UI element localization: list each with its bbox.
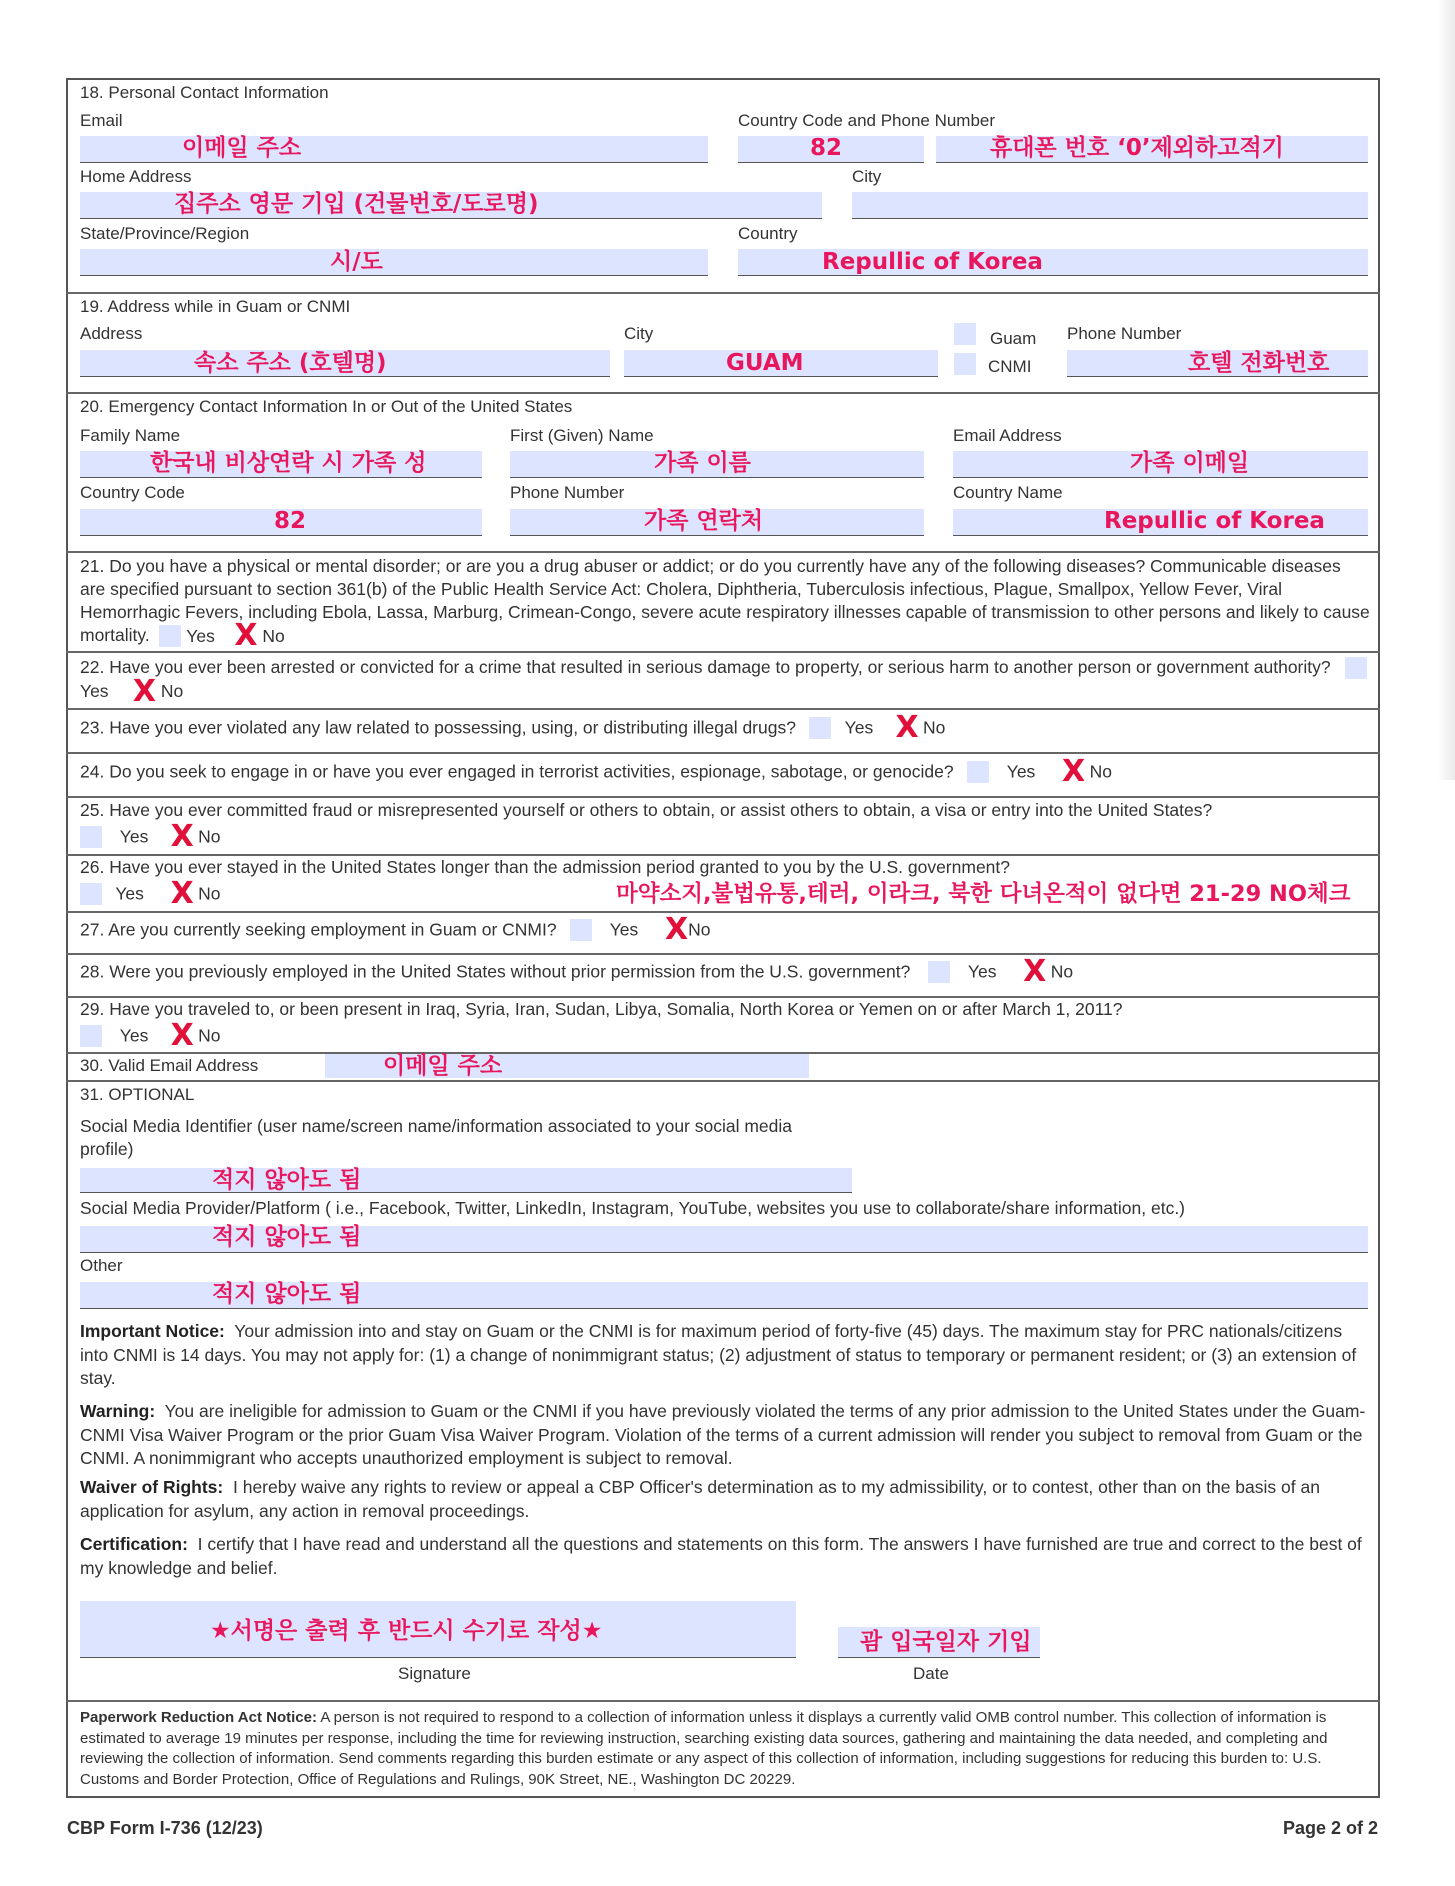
- guam-checkbox[interactable]: [954, 323, 976, 345]
- other-label: Other: [80, 1256, 123, 1275]
- signature-label: Signature: [398, 1664, 471, 1683]
- q21-no-x-mark[interactable]: X: [234, 618, 258, 654]
- country-value: Repullic of Korea: [822, 249, 1043, 275]
- question-21-text: 21. Do you have a physical or mental disorder; or are you a drug abuser or addict; or do you currently have any of the following diseases? Communicable diseases are specified pursuant to section 361(b) of the Public Health Service Act: Cholera, Diphtheria, Tuberculosis infectious, Plague, Smallpox, Yellow Fever, Viral Hemorrhagic Fevers, including Ebola, Lassa, Marburg, Crimean-Congo, severe acute respiratory illnesses capable of transmission to other persons and likely to cause mortality.: [80, 556, 1370, 645]
- state-field[interactable]: [80, 249, 708, 276]
- divider: [66, 292, 1380, 294]
- country-code-value: 82: [274, 508, 307, 534]
- q27-yes-checkbox[interactable]: [570, 919, 592, 941]
- question-25-text: 25. Have you ever committed fraud or misrepresented yourself or others to obtain, or assist others to obtain, a visa or entry into the United States?: [80, 800, 1213, 820]
- q24-yes-label: Yes: [1006, 761, 1036, 782]
- phone-label: Country Code and Phone Number: [738, 111, 996, 130]
- divider: [66, 796, 1380, 798]
- cnmi-checkbox[interactable]: [954, 353, 976, 375]
- home-address-label: Home Address: [80, 167, 192, 186]
- social-provider-label: Social Media Provider/Platform ( i.e., Facebook, Twitter, LinkedIn, Instagram, YouTube, websites you use to collaborate/share information, etc.): [80, 1198, 1186, 1218]
- page-edge: [1438, 0, 1455, 780]
- divider: [66, 752, 1380, 754]
- section-18-title: 18. Personal Contact Information: [80, 83, 329, 102]
- q22-yes-checkbox[interactable]: [1345, 657, 1367, 679]
- guam-city-label: City: [624, 324, 654, 343]
- state-note: 시/도: [330, 249, 383, 275]
- question-25-options: [80, 819, 221, 854]
- email-note: 이메일 주소: [182, 135, 302, 161]
- question-22: [80, 656, 1370, 709]
- certification-notice: [80, 1533, 1375, 1580]
- city-label: City: [852, 167, 882, 186]
- social-media-field[interactable]: [80, 1168, 852, 1193]
- certification-heading: Certification:: [80, 1534, 188, 1554]
- phone-code-value: 82: [810, 135, 843, 161]
- divider: [66, 953, 1380, 955]
- paperwork-heading: Paperwork Reduction Act Notice:: [80, 1709, 317, 1726]
- waiver-notice: [80, 1476, 1375, 1523]
- q24-no-x-mark[interactable]: X: [1061, 754, 1086, 789]
- divider: [66, 1700, 1380, 1702]
- form-number: CBP Form I-736 (12/23): [67, 1818, 263, 1838]
- emergency-email-label: Email Address: [953, 426, 1062, 445]
- emergency-phone-note: 가족 연락처: [644, 508, 764, 534]
- q23-no-label: No: [923, 717, 946, 738]
- date-note: 괌 입국일자 기입: [860, 1629, 1032, 1655]
- warning-body: You are ineligible for admission to Guam or the CNMI if you have previously violated the terms of any prior admission to the United States under the Guam-CNMI Visa Waiver Program or the prior Guam Visa Waiver Program. Violation of the terms of a current admission will render you subject to removal from Guam or the CNMI. A nonimmigrant who accepts unauthorized employment is subject to removal.: [80, 1401, 1366, 1468]
- guam-city-value: GUAM: [726, 350, 804, 376]
- question-29-text: 29. Have you traveled to, or been present in Iraq, Syria, Iran, Sudan, Libya, Somalia, North Korea or Yemen on or after March 1, 2011?: [80, 999, 1123, 1019]
- q28-yes-label: Yes: [967, 961, 997, 982]
- q27-no-x-mark[interactable]: X: [664, 912, 689, 947]
- q26-no-x-mark[interactable]: X: [170, 876, 194, 911]
- city-field[interactable]: [852, 192, 1368, 219]
- important-notice: [80, 1320, 1375, 1391]
- waiver-body: I hereby waive any rights to review or appeal a CBP Officer's determination as to my admissibility, or to contest, other than on the basis of an application for asylum, any action in removal proceedings.: [80, 1477, 1320, 1521]
- other-note: 적지 않아도 됨: [212, 1281, 362, 1307]
- question-23: [80, 710, 946, 745]
- phone-note: 휴대폰 번호 ‘0’제외하고적기: [990, 135, 1284, 161]
- email-field[interactable]: [80, 136, 708, 163]
- question-26-options: [80, 876, 221, 911]
- family-name-label: Family Name: [80, 426, 181, 445]
- paperwork-notice: [80, 1708, 1375, 1790]
- q21-yes-label: Yes: [186, 625, 215, 646]
- q22-yes-label: Yes: [80, 681, 109, 702]
- q23-yes-checkbox[interactable]: [809, 717, 831, 739]
- q26-yes-label: Yes: [115, 883, 144, 904]
- q26-no-label: No: [198, 883, 221, 904]
- q27-no-label: No: [688, 919, 711, 940]
- question-24: [80, 754, 1112, 789]
- q23-yes-label: Yes: [844, 717, 874, 738]
- social-media-note: 적지 않아도 됨: [212, 1167, 362, 1193]
- cnmi-option-label: CNMI: [988, 357, 1032, 376]
- country-code-label: Country Code: [80, 483, 185, 502]
- divider: [66, 708, 1380, 710]
- q24-yes-checkbox[interactable]: [967, 761, 989, 783]
- question-22-text: 22. Have you ever been arrested or convicted for a crime that resulted in serious damage to property, or serious harm to another person or government authority?: [80, 657, 1331, 677]
- question-27-text: 27. Are you currently seeking employment in Guam or CNMI?: [80, 919, 557, 940]
- first-name-note: 가족 이름: [654, 450, 751, 476]
- q25-yes-checkbox[interactable]: [80, 826, 102, 848]
- question-28: [80, 954, 1074, 989]
- q21-29-guidance-note: 마약소지,불법유통,테러, 이라크, 북한 다녀온적이 없다면 21-29 NO체크: [616, 881, 1351, 907]
- guam-address-label: Address: [80, 324, 143, 343]
- divider: [66, 551, 1380, 553]
- country-name-value: Repullic of Korea: [1104, 508, 1325, 534]
- divider: [66, 911, 1380, 913]
- divider: [66, 651, 1380, 653]
- divider: [66, 996, 1380, 998]
- q21-yes-checkbox[interactable]: [159, 625, 181, 647]
- q28-yes-checkbox[interactable]: [928, 961, 950, 983]
- guam-option-label: Guam: [990, 329, 1037, 348]
- waiver-heading: Waiver of Rights:: [80, 1477, 224, 1497]
- q29-no-x-mark[interactable]: X: [170, 1018, 194, 1053]
- home-address-note: 집주소 영문 기입 (건물번호/도로명): [174, 191, 539, 217]
- q23-no-x-mark[interactable]: X: [895, 710, 919, 745]
- email-label: Email: [80, 111, 123, 130]
- q29-no-label: No: [198, 1025, 221, 1046]
- divider: [66, 1080, 1380, 1082]
- social-media-label: Social Media Identifier (user name/screen name/information associated to your social media profile): [80, 1116, 793, 1159]
- q25-no-x-mark[interactable]: X: [170, 819, 194, 854]
- question-26-text: 26. Have you ever stayed in the United States longer than the admission period granted to you by the U.S. government?: [80, 857, 1011, 877]
- certification-body: I certify that I have read and understand all the questions and statements on this form. The answers I have furnished are true and correct to the best of my knowledge and belief.: [80, 1534, 1362, 1578]
- section-19-title: 19. Address while in Guam or CNMI: [80, 297, 351, 316]
- paperwork-body: A person is not required to respond to a collection of information unless it displays a currently valid OMB control number. This collection of information is estimated to average 19 minutes per response, including the time for reviewing instruction, searching existing data sources, gathering and maintaining the data needed, and completing and reviewing the collection of information. Send comments regarding this burden estimate or any aspect of this collection of information, including suggestions for reducing this burden to: U.S. Customs and Border Protection, Office of Regulations and Rulings, 90K Street, NE., Washington DC 20229.: [80, 1709, 1328, 1788]
- q24-no-label: No: [1089, 761, 1112, 782]
- guam-phone-note: 호텔 전화번호: [1188, 350, 1330, 376]
- q29-yes-checkbox[interactable]: [80, 1025, 102, 1047]
- important-notice-heading: Important Notice:: [80, 1321, 225, 1341]
- q26-yes-checkbox[interactable]: [80, 883, 102, 905]
- q28-no-label: No: [1050, 961, 1074, 982]
- q22-no-label: No: [160, 681, 184, 702]
- country-label: Country: [738, 224, 798, 243]
- question-27: [80, 912, 711, 947]
- q27-yes-label: Yes: [609, 919, 639, 940]
- divider: [66, 392, 1380, 394]
- valid-email-label: 30. Valid Email Address: [80, 1056, 259, 1075]
- question-23-text: 23. Have you ever violated any law related to possessing, using, or distributing illegal drugs?: [80, 717, 796, 738]
- warning-heading: Warning:: [80, 1401, 156, 1421]
- state-label: State/Province/Region: [80, 224, 250, 243]
- question-28-text: 28. Were you previously employed in the United States without prior permission from the U.S. government?: [80, 961, 911, 982]
- warning-notice: [80, 1400, 1375, 1471]
- guam-address-note: 속소 주소 (호텔명): [194, 350, 387, 376]
- emergency-phone-label: Phone Number: [510, 483, 625, 502]
- date-label: Date: [913, 1664, 949, 1683]
- family-name-note: 한국내 비상연락 시 가족 성: [150, 450, 427, 476]
- q29-yes-label: Yes: [119, 1025, 149, 1046]
- emergency-email-note: 가족 이메일: [1130, 450, 1250, 476]
- important-notice-body: Your admission into and stay on Guam or the CNMI is for maximum period of forty-five (45) days. The maximum stay for PRC nationals/citizens into CNMI is 14 days. You may not apply for: (1) a change of nonimmigrant status; (2) adjustment of status to temporary or permanent resident; or (3) an extension of stay.: [80, 1321, 1357, 1388]
- q22-no-x-mark[interactable]: X: [132, 673, 157, 709]
- q25-yes-label: Yes: [119, 826, 149, 847]
- signature-note: ★서명은 출력 후 반드시 수기로 작성★: [210, 1618, 603, 1644]
- page-number: Page 2 of 2: [1283, 1818, 1379, 1838]
- valid-email-note: 이메일 주소: [383, 1053, 503, 1079]
- first-name-label: First (Given) Name: [510, 426, 654, 445]
- q25-no-label: No: [198, 826, 221, 847]
- section-20-title: 20. Emergency Contact Information In or Out of the United States: [80, 397, 573, 416]
- divider: [66, 854, 1380, 856]
- question-29-options: [80, 1018, 221, 1053]
- q21-no-label: No: [262, 625, 285, 646]
- social-provider-note: 적지 않아도 됨: [212, 1224, 362, 1250]
- country-name-label: Country Name: [953, 483, 1063, 502]
- question-21: [80, 555, 1370, 654]
- guam-phone-label: Phone Number: [1067, 324, 1182, 343]
- section-31-title: 31. OPTIONAL: [80, 1085, 195, 1104]
- q28-no-x-mark[interactable]: X: [1023, 954, 1047, 989]
- question-24-text: 24. Do you seek to engage in or have you ever engaged in terrorist activities, espionage, sabotage, or genocide?: [80, 761, 954, 782]
